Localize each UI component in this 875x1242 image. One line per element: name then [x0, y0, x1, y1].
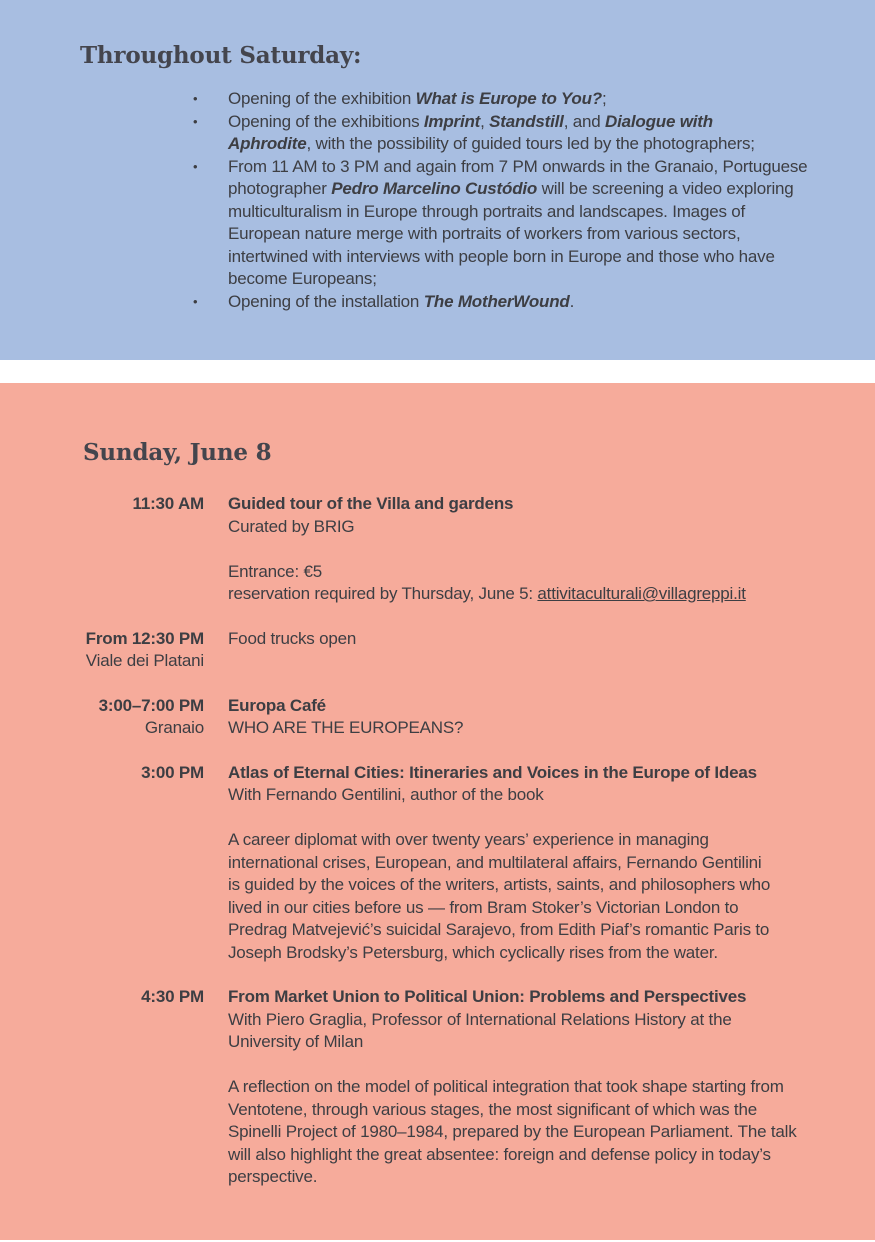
text-run: perspective.	[228, 1167, 318, 1186]
text-line	[228, 156, 807, 179]
text-run: University of Milan	[228, 1032, 364, 1051]
text-line	[0, 695, 204, 718]
schedule-row	[0, 695, 875, 740]
schedule-time	[0, 986, 204, 1189]
schedule-time	[0, 628, 204, 673]
text-line	[228, 223, 807, 246]
text-run: From Market Union to Political Union: Problems and Perspectives	[228, 987, 747, 1006]
sunday-section	[0, 383, 875, 1240]
bullet-item	[0, 291, 875, 314]
schedule-content	[228, 628, 875, 673]
text-line	[0, 628, 204, 651]
bullet-dot-icon: •	[193, 293, 198, 309]
email-link[interactable]: attivitaculturali@villagreppi.it	[537, 584, 746, 603]
schedule-row	[0, 628, 875, 673]
text-run: will also highlight the great absentee: foreign and defense policy in today’s	[228, 1144, 771, 1164]
text-run: With Piero Graglia, Professor of International Relations History at the	[228, 1009, 732, 1029]
text-line	[228, 201, 807, 224]
bullet-dot-icon: •	[193, 158, 198, 174]
text-line	[228, 178, 807, 201]
text-line	[228, 784, 875, 807]
text-line	[228, 1076, 875, 1099]
text-run: Standstill	[489, 111, 564, 131]
text-line	[228, 291, 574, 314]
blank-line	[228, 1054, 875, 1077]
text-run: Food trucks open	[228, 628, 357, 648]
text-run: 4:30 PM	[141, 987, 204, 1006]
text-line	[228, 919, 875, 942]
bullet-text	[228, 88, 607, 111]
schedule-content	[228, 762, 875, 965]
text-run: Predrag Matvejević’s suicidal Sarajevo, from Edith Piaf’s romantic Paris to	[228, 920, 770, 939]
saturday-bullet-list	[0, 88, 875, 313]
bullet-dot-icon: •	[193, 113, 198, 129]
bullet-item	[0, 156, 875, 291]
text-run: Curated by BRIG	[228, 516, 355, 536]
text-line	[228, 852, 875, 875]
text-line	[228, 1099, 875, 1122]
text-run: The MotherWound	[423, 291, 570, 311]
text-run: Imprint	[423, 111, 481, 131]
text-run: Pedro Marcelino Custódio	[331, 179, 538, 198]
text-line	[228, 1144, 875, 1167]
bullet-dot-icon: •	[193, 91, 198, 106]
text-run: will be screening a video exploring	[537, 179, 794, 198]
text-run: Entrance: €5	[228, 561, 322, 581]
text-line	[228, 493, 875, 516]
text-run: reservation required by Thursday, June 5:	[228, 584, 538, 603]
schedule-content	[228, 493, 875, 606]
text-run: multiculturalism in Europe through portraits and landscapes. Images of	[228, 201, 746, 221]
schedule-row	[0, 493, 875, 606]
text-line	[228, 942, 875, 965]
text-run: Opening of the exhibitions	[228, 111, 424, 131]
text-run: Granaio	[144, 718, 204, 737]
schedule-content	[228, 986, 875, 1189]
text-line	[228, 268, 807, 291]
text-run: From 12:30 PM	[85, 628, 204, 648]
text-run: .	[569, 291, 575, 311]
text-line	[228, 583, 875, 606]
text-run: European nature merge with portraits of workers from various sectors,	[228, 224, 741, 243]
section-divider	[0, 360, 875, 383]
text-line	[0, 717, 204, 740]
text-line	[228, 133, 755, 156]
text-line	[0, 650, 204, 673]
text-run: Ventotene, through various stages, the most significant of which was the	[228, 1099, 757, 1119]
text-run: is guided by the voices of the writers, artists, saints, and philosophers who	[228, 875, 771, 894]
text-run: WHO ARE THE EUROPEANS?	[228, 718, 464, 737]
text-line	[228, 897, 875, 920]
text-run: 3:00–7:00 PM	[98, 695, 204, 715]
text-line	[0, 493, 204, 516]
text-line	[228, 1009, 875, 1032]
text-run: With Fernando Gentilini, author of the book	[228, 785, 544, 804]
blank-line	[228, 538, 875, 561]
text-line	[0, 986, 204, 1009]
text-run: , and	[563, 111, 606, 131]
text-line	[228, 717, 875, 740]
text-line	[228, 762, 875, 785]
schedule-time	[0, 695, 204, 740]
text-line	[228, 1121, 875, 1144]
text-line	[228, 1031, 875, 1054]
text-run: ;	[602, 89, 607, 108]
schedule-content	[228, 695, 875, 740]
text-run: , with the possibility of guided tours led by the photographers;	[306, 134, 755, 153]
bullet-text	[228, 156, 807, 291]
text-run: Opening of the exhibition	[228, 89, 416, 108]
schedule-time	[0, 493, 204, 606]
sunday-heading: Sunday, June 8	[83, 439, 272, 466]
schedule-time	[0, 762, 204, 965]
text-run: photographer	[228, 179, 332, 198]
text-run: become Europeans;	[228, 269, 377, 288]
schedule	[0, 493, 875, 1189]
blank-line	[228, 807, 875, 830]
text-run: 11:30 AM	[132, 494, 204, 513]
text-line	[228, 111, 755, 134]
bullet-text	[228, 111, 755, 156]
text-line	[228, 829, 875, 852]
saturday-heading: Throughout Saturday:	[80, 42, 362, 69]
text-run: Guided tour of the Villa and gardens	[228, 494, 514, 513]
text-line	[228, 874, 875, 897]
text-run: international crises, European, and multilateral affairs, Fernando Gentilini	[228, 852, 762, 872]
text-run: Joseph Brodsky’s Petersburg, which cyclically rises from the water.	[228, 942, 718, 962]
text-line	[228, 628, 875, 651]
text-run: Atlas of Eternal Cities: Itineraries and Voices in the Europe of Ideas	[228, 762, 757, 782]
text-run: Opening of the installation	[228, 291, 424, 311]
text-line	[228, 516, 875, 539]
text-run: Aphrodite	[228, 134, 307, 153]
bullet-text	[228, 291, 574, 314]
text-run: Europa Café	[228, 695, 326, 715]
text-run: What is Europe to You?	[415, 89, 602, 108]
text-line	[0, 762, 204, 785]
text-run: Spinelli Project of 1980–1984, prepared by the European Parliament. The talk	[228, 1122, 797, 1141]
schedule-row	[0, 762, 875, 965]
text-run: 3:00 PM	[141, 762, 204, 782]
bullet-item	[0, 88, 875, 111]
text-line	[228, 561, 875, 584]
text-run: Dialogue with	[605, 111, 713, 131]
text-run: ,	[480, 111, 490, 131]
text-run: A career diplomat with over twenty years’ experience in managing	[228, 830, 709, 849]
text-line	[228, 695, 875, 718]
text-line	[228, 986, 875, 1009]
text-line	[228, 246, 807, 269]
text-run: lived in our cities before us — from Bram Stoker’s Victorian London to	[228, 897, 739, 917]
bullet-item	[0, 111, 875, 156]
schedule-row	[0, 986, 875, 1189]
text-run: intertwined with interviews with people born in Europe and those who have	[228, 246, 775, 266]
text-run: Viale dei Platani	[85, 651, 204, 670]
text-line	[228, 1166, 875, 1189]
saturday-section	[0, 0, 875, 360]
text-line	[228, 88, 607, 111]
text-run: A reflection on the model of political integration that took shape starting from	[228, 1077, 784, 1096]
text-run: From 11 AM to 3 PM and again from 7 PM onwards in the Granaio, Portuguese	[228, 156, 808, 176]
